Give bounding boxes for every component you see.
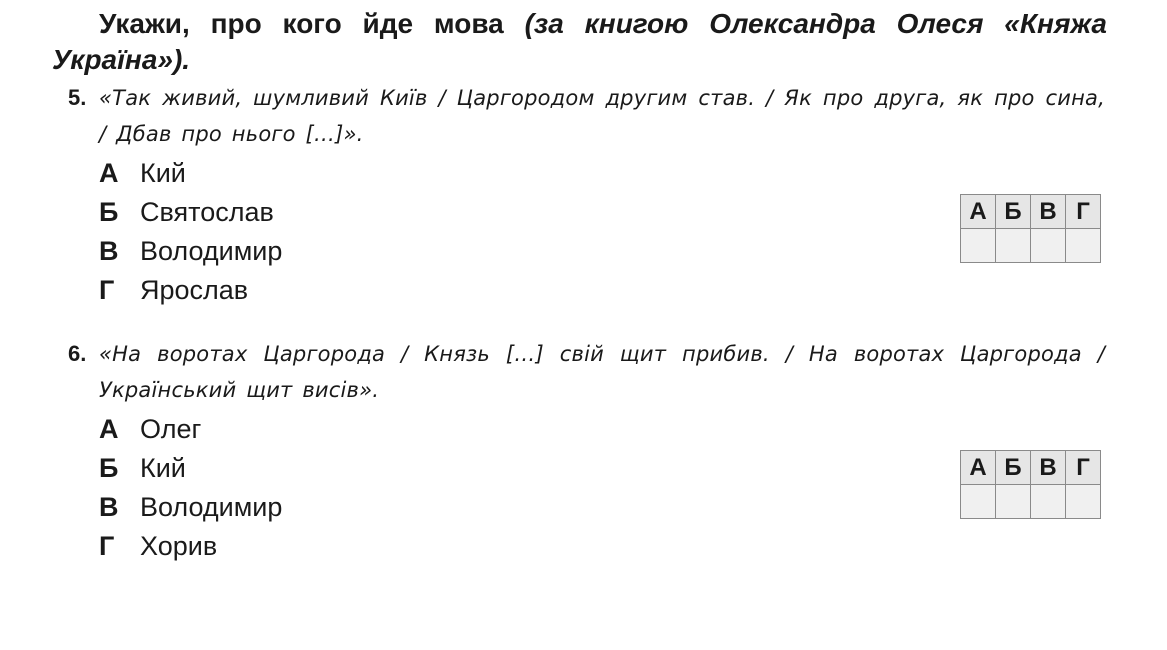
question-quote: «Так живий, шумливий Київ / Царгородом другим став. / Як про друга, як про сина, / Дбав про нього […]». bbox=[99, 86, 1105, 146]
grid-header-c: В bbox=[1031, 195, 1066, 229]
option-letter: А bbox=[99, 158, 119, 188]
option-letter: В bbox=[99, 236, 119, 266]
option-text: Володимир bbox=[140, 236, 283, 266]
option-c bbox=[99, 232, 1108, 271]
option-letter: В bbox=[99, 492, 119, 522]
grid-header-b: Б bbox=[996, 451, 1031, 485]
grid-header-a: А bbox=[961, 451, 996, 485]
grid-header-b: Б bbox=[996, 195, 1031, 229]
heading-source: (за книгою Олександра Олеся «Княжа Україна»). bbox=[52, 8, 1107, 75]
option-text: Кий bbox=[140, 453, 186, 483]
option-b bbox=[99, 193, 1108, 232]
option-letter: Б bbox=[99, 197, 119, 227]
answer-cell-d[interactable] bbox=[1066, 229, 1101, 263]
answer-cell-c[interactable] bbox=[1031, 229, 1066, 263]
option-text: Хорив bbox=[140, 531, 218, 561]
option-c bbox=[99, 488, 1108, 527]
option-d bbox=[99, 527, 1108, 566]
option-letter: Г bbox=[99, 275, 115, 305]
option-text: Кий bbox=[140, 158, 186, 188]
option-a bbox=[99, 154, 1108, 193]
option-d bbox=[99, 271, 1108, 310]
question-number: 6. bbox=[68, 341, 87, 366]
option-text: Володимир bbox=[140, 492, 283, 522]
option-letter: Г bbox=[99, 531, 115, 561]
answer-grid-5 bbox=[960, 194, 1101, 263]
answer-options bbox=[99, 410, 1108, 566]
question-number: 5. bbox=[68, 85, 87, 110]
question-6 bbox=[68, 336, 1108, 566]
grid-header-a: А bbox=[961, 195, 996, 229]
question-quote: «На воротах Царгорода / Князь […] свій щит прибив. / На воротах Царгорода / Український щит висів». bbox=[99, 342, 1105, 402]
answer-cell-b[interactable] bbox=[996, 229, 1031, 263]
grid-header-c: В bbox=[1031, 451, 1066, 485]
task-heading bbox=[52, 6, 1107, 78]
grid-header-d: Г bbox=[1066, 195, 1101, 229]
answer-options bbox=[99, 154, 1108, 310]
question-5 bbox=[68, 80, 1108, 310]
answer-cell-a[interactable] bbox=[961, 485, 996, 519]
option-a bbox=[99, 410, 1108, 449]
answer-cell-a[interactable] bbox=[961, 229, 996, 263]
answer-cell-c[interactable] bbox=[1031, 485, 1066, 519]
option-letter: Б bbox=[99, 453, 119, 483]
grid-header-d: Г bbox=[1066, 451, 1101, 485]
option-text: Олег bbox=[140, 414, 202, 444]
answer-grid-6 bbox=[960, 450, 1101, 519]
option-text: Святослав bbox=[140, 197, 274, 227]
answer-cell-b[interactable] bbox=[996, 485, 1031, 519]
option-text: Ярослав bbox=[140, 275, 249, 305]
answer-cell-d[interactable] bbox=[1066, 485, 1101, 519]
heading-instruction: Укажи, про кого йде мова bbox=[99, 8, 525, 39]
option-b bbox=[99, 449, 1108, 488]
option-letter: А bbox=[99, 414, 119, 444]
